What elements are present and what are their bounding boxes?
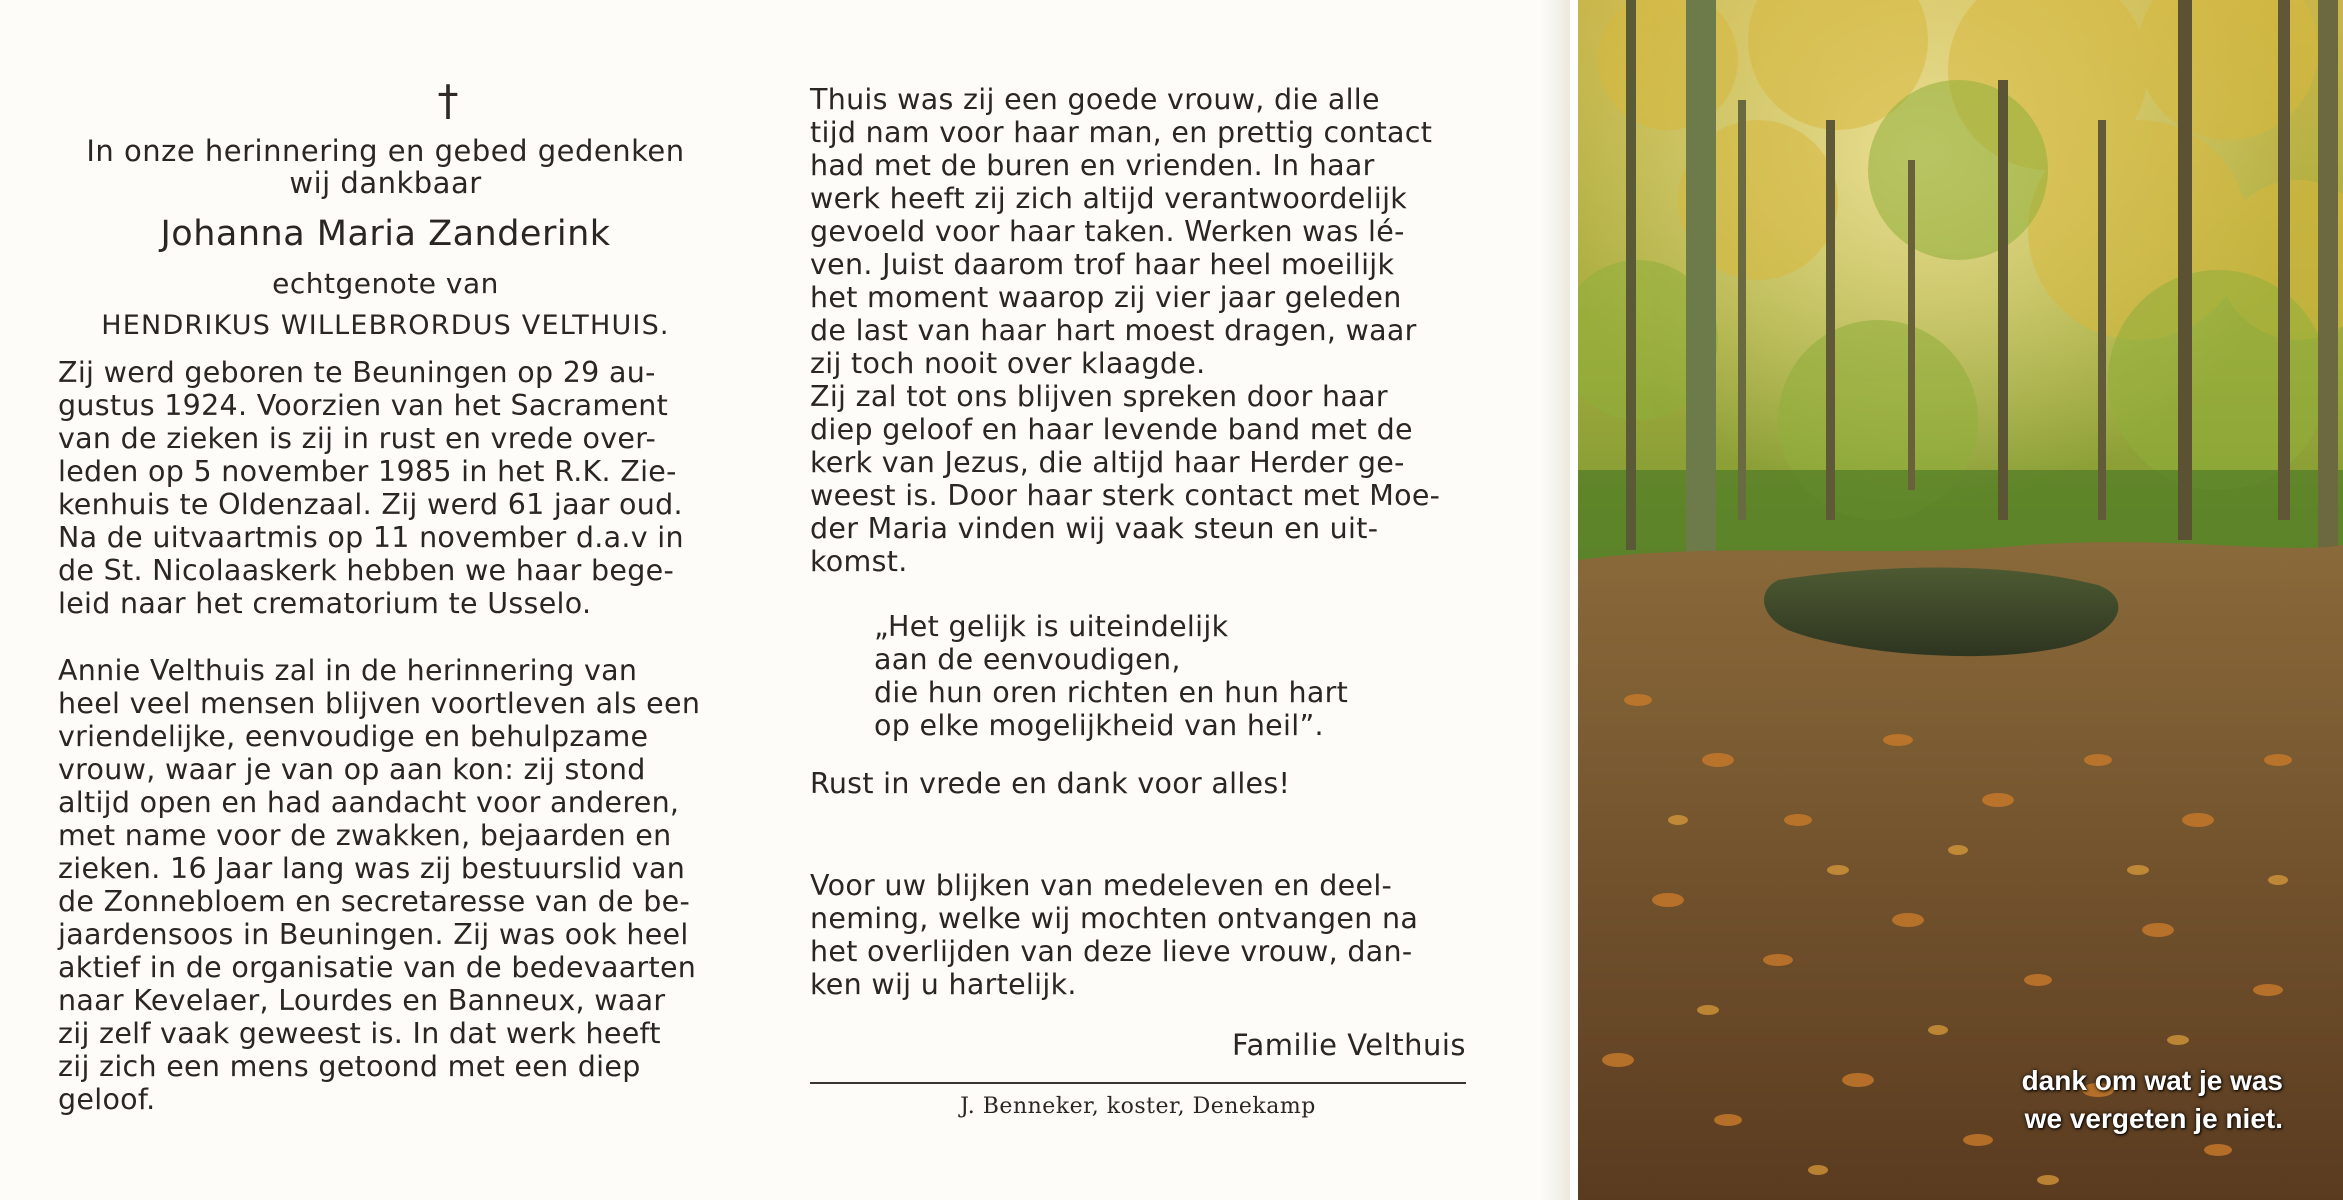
intro-text: In onze herinnering en gebed gedenken wij dankbaar — [86, 134, 685, 200]
photo-caption — [1863, 1062, 2283, 1138]
thanks-paragraph: Voor uw blijken van medeleven en deel- neming, welke wij mochten ontvangen na het overlijden van deze lieve vrouw, dan- ken wij u hartelijk. — [810, 869, 1419, 1001]
forest-scene-image — [1578, 0, 2343, 1200]
closing-line: Rust in vrede en dank voor alles! — [810, 767, 1291, 800]
card-fold — [1540, 0, 1570, 1200]
printer-credit: J. Benneker, koster, Denekamp — [960, 1094, 1316, 1119]
divider-line — [810, 1082, 1466, 1084]
cross-icon: † — [437, 76, 459, 125]
biography-paragraph-3: Thuis was zij een goede vrouw, die alle tijd nam voor haar man, en prettig contact had met de buren en vrienden. In haar werk heeft zij zich altijd verantwoordelijk gevoeld voor haar taken. Werken was lé- ven. Juist daarom trof haar heel moeilijk het moment waarop zij vier jaar geleden de last van haar hart moest dragen, waar zij toch nooit over klaagde. — [810, 83, 1433, 380]
deceased-name: Johanna Maria Zanderink — [160, 214, 611, 254]
spouse-label: echtgenote van — [272, 267, 499, 300]
forest-photo — [1578, 0, 2343, 1200]
family-signature: Familie Velthuis — [1231, 1028, 1466, 1062]
spouse-name: HENDRIKUS WILLEBRORDUS VELTHUIS. — [101, 310, 670, 341]
biography-paragraph-2: Annie Velthuis zal in de herinnering van heel veel mensen blijven voortleven als een vriendelijke, eenvoudige en behulpzame vrouw, waar je van op aan kon: zij stond altijd open en had aandacht voor anderen, met name voor de zwakken, bejaarden en zieken. 16 Jaar lang was zij bestuurslid van de Zonnebloem en secretaresse van de be- jaardensoos in Beuningen. Zij was ook heel aktief in de organisatie van de bedevaarten naar Kevelaer, Lourdes en Banneux, waar zij zelf vaak geweest is. In dat werk heeft zij zich een mens getoond met een diep geloof. — [58, 654, 701, 1116]
biography-paragraph-4: Zij zal tot ons blijven spreken door haar diep geloof en haar levende band met de kerk van Jezus, die altijd haar Herder ge- weest is. Door haar sterk contact met Moe- der Maria vinden wij vaak steun en uit- komst. — [810, 380, 1441, 578]
biography-paragraph-1: Zij werd geboren te Beuningen op 29 au- gustus 1924. Voorzien van het Sacrament van de zieken is zij in rust en vrede over- leden op 5 november 1985 in het R.K. Zie- kenhuis te Oldenzaal. Zij werd 61 jaar oud. Na de uitvaartmis op 11 november d.a.v in de St. Nicolaaskerk hebben we haar bege- leid naar het crematorium te Usselo. — [58, 356, 684, 620]
quote-text: „Het gelijk is uiteindelijk aan de eenvoudigen, die hun oren richten en hun hart op elke mogelijkheid van heil”. — [874, 610, 1349, 742]
caption-line-2: we vergeten je niet. — [2024, 1103, 2283, 1134]
caption-line-1: dank om wat je was — [2021, 1065, 2283, 1096]
